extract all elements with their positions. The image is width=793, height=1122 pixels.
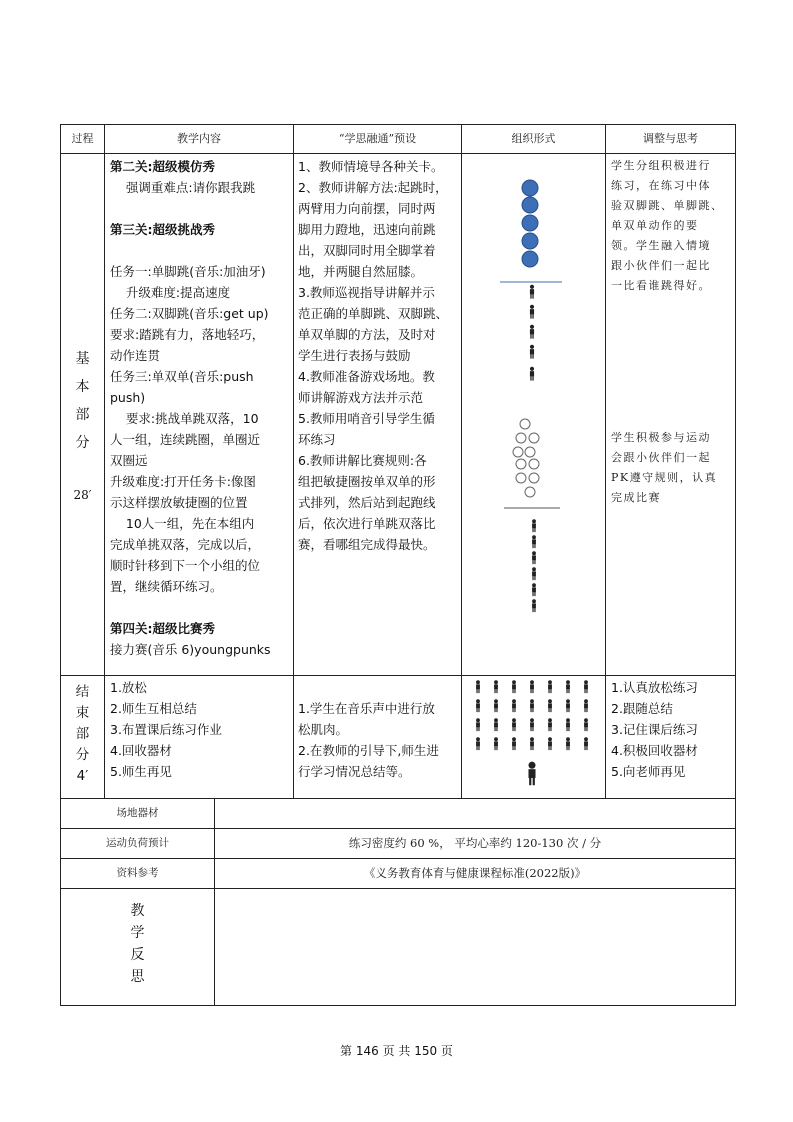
person-icon <box>584 699 588 712</box>
text-line: 后，依次进行单跳双落比 <box>298 516 436 531</box>
person-icon <box>530 345 534 359</box>
text-line <box>110 240 292 261</box>
load-label: 运动负荷预计 <box>106 837 169 849</box>
ring-icon <box>529 459 539 469</box>
person-icon <box>476 718 480 731</box>
ending-design <box>298 698 460 782</box>
text-line: 跟小伙伴们一起比 <box>611 259 711 272</box>
person-icon <box>476 699 480 712</box>
text-line: 强调重难点:请你跟我跳 <box>110 180 256 195</box>
text-line: 2、教师讲解方法:起跳时， <box>298 180 448 195</box>
ending-formation-diagram <box>462 676 605 798</box>
person-icon <box>548 718 552 731</box>
person-icon <box>566 680 570 693</box>
text-line: 松肌肉。 <box>298 722 349 737</box>
text-line: 环练习 <box>298 432 336 447</box>
text-line: 地，并两腿自然屈膝。 <box>298 264 424 279</box>
text-line: 第三关:超级挑战秀 <box>110 222 215 237</box>
person-icon <box>512 718 516 731</box>
page-number: 第 146 页 共 150 页 <box>340 1044 453 1058</box>
person-icon <box>566 718 570 731</box>
text-line: 双圈远 <box>110 453 148 468</box>
basic-content <box>110 156 292 672</box>
text-line: 学生分组积极进行 <box>611 159 711 172</box>
text-line: 3.布置课后练习作业 <box>110 722 222 737</box>
ring-icon <box>525 447 535 457</box>
reflection-label: 教 学 反 思 <box>130 903 145 985</box>
person-icon <box>584 737 588 750</box>
text-line: 组把敏捷圈按单双单的形 <box>298 474 436 489</box>
ring-icon <box>513 447 523 457</box>
load-value: 练习密度约 60 %， 平均心率约 120-130 次 / 分 <box>348 836 602 850</box>
person-icon <box>528 762 535 786</box>
text-line: 赛，看哪组完成得最快。 <box>298 537 436 552</box>
text-line: 1.认真放松练习 <box>611 680 698 695</box>
text-line: 4.教师准备游戏场地。教 <box>298 369 435 384</box>
person-icon <box>476 680 480 693</box>
person-icon <box>548 680 552 693</box>
header-adjust: 调整与思考 <box>643 132 698 145</box>
organization-diagram <box>462 154 605 675</box>
text-line: 验双脚跳、单脚跳、 <box>611 199 724 212</box>
text-line: 领。学生融入情境 <box>611 239 711 252</box>
text-line: 动作连贯 <box>110 348 161 363</box>
ring-icon <box>529 433 539 443</box>
person-icon <box>532 599 536 612</box>
text-line: 6.教师讲解比赛规则:各 <box>298 453 427 468</box>
person-icon <box>548 737 552 750</box>
person-icon <box>530 699 534 712</box>
reference-label: 资料参考 <box>116 867 159 879</box>
text-line: 第二关:超级模仿秀 <box>110 159 215 174</box>
person-icon <box>548 699 552 712</box>
ball-icon <box>522 215 538 231</box>
person-icon <box>532 583 536 596</box>
text-line: 3.教师巡视指导讲解并示 <box>298 285 435 300</box>
person-icon <box>566 699 570 712</box>
text-line: 一比看谁跳得好。 <box>611 279 711 292</box>
text-line: 师讲解游戏方法并示范 <box>298 390 424 405</box>
person-icon <box>530 325 534 339</box>
text-line: PK遵守规则，认真 <box>611 471 718 484</box>
ending-process-label: 结 束 部 分 4′ <box>61 682 104 787</box>
person-icon <box>530 305 534 319</box>
ring-icon <box>516 473 526 483</box>
text-line: 置，继续循环练习。 <box>110 579 223 594</box>
text-line: 升级难度:提高速度 <box>110 285 231 300</box>
text-line: 学生积极参与运动 <box>611 431 711 444</box>
table-rule <box>60 675 736 676</box>
ring-icon <box>516 433 526 443</box>
person-icon <box>530 680 534 693</box>
text-line: 3.记住课后练习 <box>611 722 698 737</box>
table-rule <box>605 124 606 799</box>
text-line: 5.向老师再见 <box>611 764 686 779</box>
ring-icon <box>516 459 526 469</box>
person-icon <box>530 737 534 750</box>
person-icon <box>494 718 498 731</box>
text-line: 4.积极回收器材 <box>611 743 698 758</box>
reference-value: 《义务教育体育与健康课程标准(2022版)》 <box>363 866 587 880</box>
ring-icon <box>529 473 539 483</box>
person-icon <box>512 737 516 750</box>
text-line: 式排列，然后站到起跑线 <box>298 495 436 510</box>
person-icon <box>494 680 498 693</box>
ring-icon <box>525 487 535 497</box>
text-line: 1.学生在音乐声中进行放 <box>298 701 435 716</box>
table-rule <box>293 124 294 799</box>
text-line: 会跟小伙伴们一起 <box>611 451 711 464</box>
person-icon <box>532 535 536 548</box>
person-icon <box>532 551 536 564</box>
person-icon <box>494 737 498 750</box>
header-design: “学思融通”预设 <box>338 132 417 145</box>
person-icon <box>566 737 570 750</box>
text-line: 2.跟随总结 <box>611 701 673 716</box>
text-line: 任务二:双脚跳(音乐:get up) <box>110 306 269 321</box>
person-icon <box>512 699 516 712</box>
person-icon <box>530 718 534 731</box>
text-line: 行学习情况总结等。 <box>298 764 411 779</box>
text-line: 要求:踏跳有力，落地轻巧， <box>110 327 265 342</box>
header-organization: 组织形式 <box>511 132 556 145</box>
text-line: 升级难度:打开任务卡:像图 <box>110 474 256 489</box>
venue-label: 场地器材 <box>116 807 159 819</box>
basic-design <box>298 156 460 586</box>
person-icon <box>532 519 536 532</box>
basic-adjust-notes <box>611 156 735 296</box>
table-rule <box>104 124 105 799</box>
person-icon <box>584 680 588 693</box>
table-border <box>735 124 736 1006</box>
text-line: 脚用力蹬地，迅速向前跳 <box>298 222 436 237</box>
text-line: 1.放松 <box>110 680 147 695</box>
text-line: 任务一:单脚跳(音乐:加油牙) <box>110 264 266 279</box>
ending-adjust <box>611 677 735 782</box>
person-icon <box>532 567 536 580</box>
text-line: 5.师生再见 <box>110 764 172 779</box>
header-process: 过程 <box>71 132 94 145</box>
text-line: 单双单脚的方法，及时对 <box>298 327 436 342</box>
text-line: 完成单挑双落，完成以后， <box>110 537 261 552</box>
ball-icon <box>522 233 538 249</box>
text-line: 单双单动作的要 <box>611 219 699 232</box>
person-icon <box>530 367 534 381</box>
basic-time: 28′ <box>73 488 92 502</box>
person-icon <box>494 699 498 712</box>
text-line: 顺时针移到下一个小组的位 <box>110 558 261 573</box>
text-line <box>110 597 292 618</box>
text-line: 4.回收器材 <box>110 743 172 758</box>
person-icon <box>512 680 516 693</box>
text-line: 2.师生互相总结 <box>110 701 197 716</box>
text-line: 人一组，连续跳圈，单圈近 <box>110 432 261 447</box>
text-line: 练习，在练习中体 <box>611 179 711 192</box>
text-line: 两臂用力向前摆，同时两 <box>298 201 436 216</box>
header-content: 教学内容 <box>177 132 221 145</box>
basic-adjust-notes-2 <box>611 428 735 508</box>
person-icon <box>584 718 588 731</box>
table-rule <box>60 153 736 154</box>
text-line: 第四关:超级比赛秀 <box>110 621 215 636</box>
text-line: 范正确的单脚跳、双脚跳、 <box>298 306 449 321</box>
table-rule <box>60 888 736 889</box>
ball-icon <box>522 197 538 213</box>
text-line <box>110 198 292 219</box>
text-line: 任务三:单双单(音乐:push <box>110 369 254 384</box>
text-line: 学生进行表扬与鼓励 <box>298 348 411 363</box>
text-line: 接力赛(音乐 6)youngpunks <box>110 642 271 657</box>
ending-content <box>110 677 292 782</box>
ball-icon <box>522 180 538 196</box>
text-line: 2.在教师的引导下,师生进 <box>298 743 439 758</box>
ring-icon <box>520 419 530 429</box>
ball-icon <box>522 251 538 267</box>
text-line: 出，双脚同时用全脚掌着 <box>298 243 436 258</box>
text-line: 示这样摆放敏捷圈的位置 <box>110 495 248 510</box>
text-line: 10人一组，先在本组内 <box>110 516 255 531</box>
text-line: 要求:挑战单跳双落，10 <box>110 411 259 426</box>
text-line: 1、教师情境导各种关卡。 <box>298 159 444 174</box>
basic-process-label: 基 本 部 分 <box>75 351 90 451</box>
table-border <box>60 1005 736 1006</box>
person-icon <box>476 737 480 750</box>
text-line: 5.教师用哨音引导学生循 <box>298 411 435 426</box>
text-line: 完成比赛 <box>611 491 661 504</box>
text-line: push) <box>110 390 146 405</box>
person-icon <box>530 285 534 299</box>
ending-time: 4′ <box>76 768 89 784</box>
